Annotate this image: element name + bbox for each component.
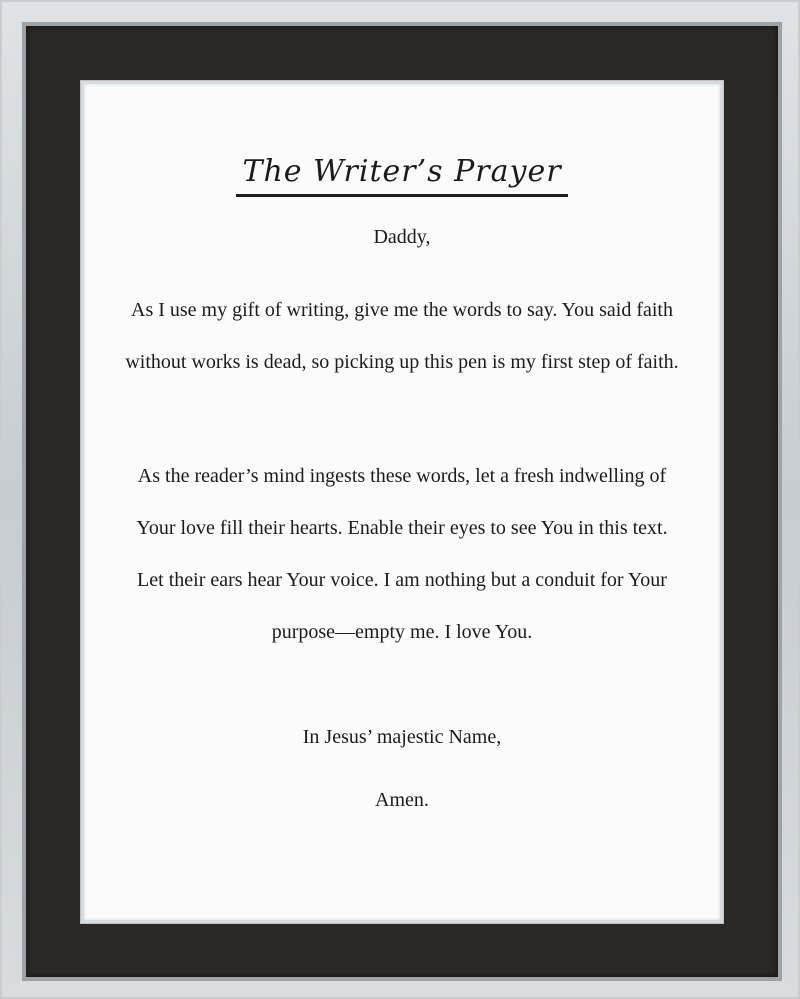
document-title: [84, 152, 720, 197]
salutation: Daddy,: [373, 226, 431, 248]
document-title-text: The Writer’s Prayer: [236, 152, 567, 197]
closing-line: In Jesus’ majestic Name,: [302, 726, 502, 748]
signoff: Amen.: [375, 789, 429, 811]
prayer-paper: [84, 84, 720, 920]
paragraph-2: As the reader’s mind ingests these words, let a fresh indwelling of Your love fill their hearts. Enable their eyes to see You in this text. Let their ears hear Your voice. I am nothing but a conduit for Your purpose—empty me. I love You.: [136, 465, 668, 643]
paragraph-1: As I use my gift of writing, give me the words to say. You said faith without works is dead, so picking up this pen is my first step of faith.: [125, 299, 679, 373]
